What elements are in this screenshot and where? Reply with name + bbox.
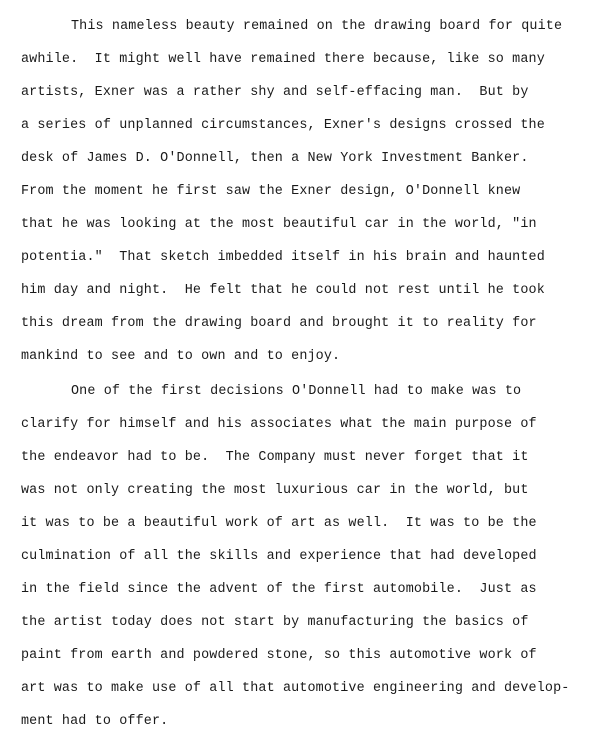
text-line: awhile. It might well have remained there because, like so many: [21, 52, 545, 67]
text-line: clarify for himself and his associates what the main purpose of: [21, 417, 537, 432]
text-line: This nameless beauty remained on the drawing board for quite: [71, 19, 563, 34]
text-line: mankind to see and to own and to enjoy.: [21, 349, 341, 364]
text-line: ment had to offer.: [21, 714, 169, 729]
text-line: it was to be a beautiful work of art as well. It was to be the: [21, 516, 537, 531]
text-line: was not only creating the most luxurious car in the world, but: [21, 483, 529, 498]
text-line: culmination of all the skills and experience that had developed: [21, 549, 537, 564]
text-line: a series of unplanned circumstances, Exner's designs crossed the: [21, 118, 545, 133]
text-line: the artist today does not start by manufacturing the basics of: [21, 615, 529, 630]
text-line: that he was looking at the most beautiful car in the world, "in: [21, 217, 537, 232]
text-line: From the moment he first saw the Exner design, O'Donnell knew: [21, 184, 521, 199]
text-line: this dream from the drawing board and brought it to reality for: [21, 316, 537, 331]
text-line: the endeavor had to be. The Company must never forget that it: [21, 450, 529, 465]
text-line: him day and night. He felt that he could not rest until he took: [21, 283, 545, 298]
text-line: paint from earth and powdered stone, so this automotive work of: [21, 648, 537, 663]
text-line: art was to make use of all that automotive engineering and develop-: [21, 681, 570, 696]
text-line: desk of James D. O'Donnell, then a New York Investment Banker.: [21, 151, 529, 166]
text-line: artists, Exner was a rather shy and self-effacing man. But by: [21, 85, 529, 100]
text-line: potentia." That sketch imbedded itself in his brain and haunted: [21, 250, 545, 265]
text-line: in the field since the advent of the first automobile. Just as: [21, 582, 537, 597]
text-line: One of the first decisions O'Donnell had to make was to: [71, 384, 522, 399]
